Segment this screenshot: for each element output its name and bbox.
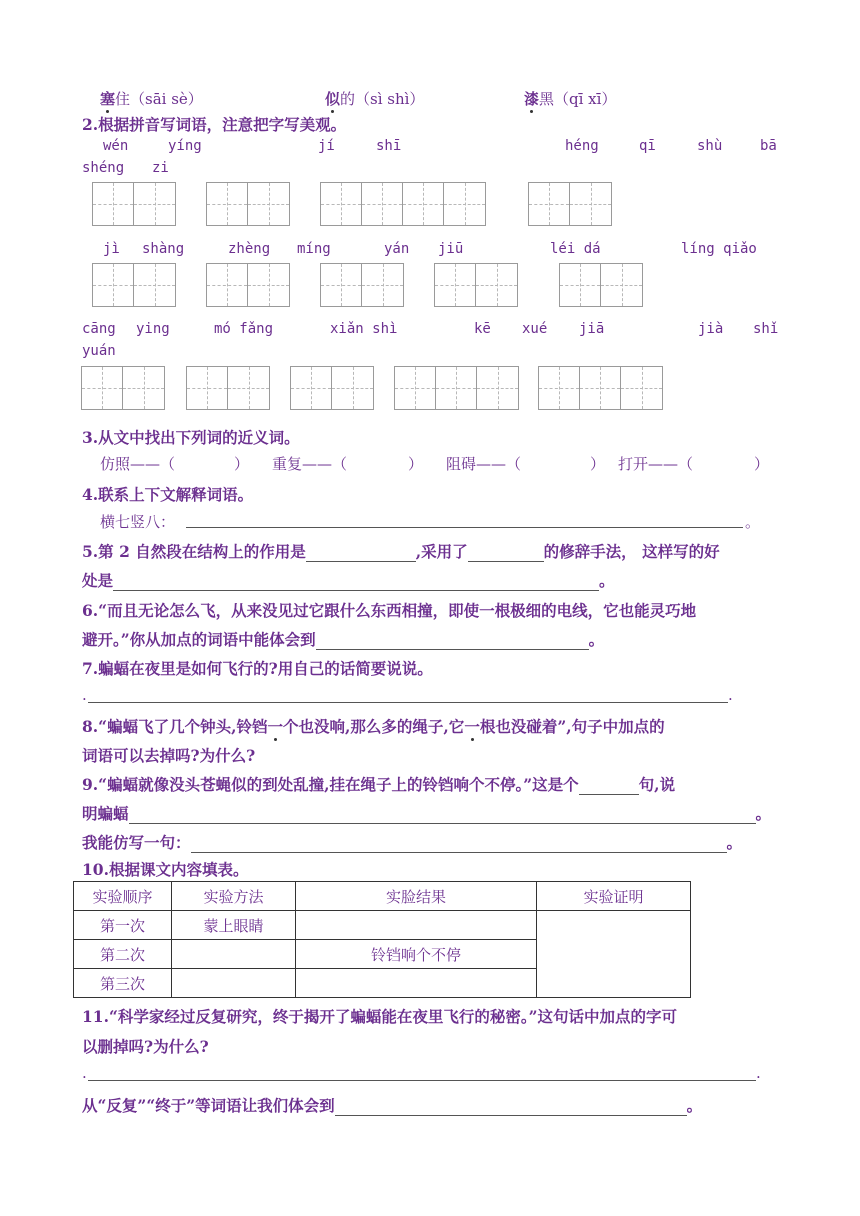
table-header: 实脸结果 — [296, 882, 537, 911]
answer-blank[interactable] — [468, 545, 544, 562]
table-header-row — [74, 882, 691, 911]
table-header: 实验方法 — [172, 882, 296, 911]
pinyin: jiā — [579, 321, 605, 337]
pinyin-item-2: 似的（sì shì） — [325, 90, 425, 108]
q7-dot-end: . — [728, 686, 733, 704]
answer-blank[interactable] — [306, 545, 416, 562]
pinyin: shù — [697, 138, 723, 154]
pinyin: yuán — [82, 343, 116, 359]
answer-blank[interactable] — [335, 1099, 687, 1116]
char-box-group[interactable] — [538, 366, 663, 410]
q7-dot-start: . — [82, 686, 87, 704]
char-box-group[interactable] — [206, 182, 290, 226]
char-box-group[interactable] — [320, 182, 486, 226]
pinyin: héng — [565, 138, 599, 154]
pinyin: yíng — [168, 138, 202, 154]
pinyin: jì — [103, 241, 120, 257]
char-box-group[interactable] — [81, 366, 165, 410]
pinyin: bā — [760, 138, 777, 154]
table-cell: 蒙上眼睛 — [172, 911, 296, 940]
q9-line3: 我能仿写一句： 。 — [82, 833, 743, 852]
pinyin: shǐ — [753, 321, 779, 337]
synonym-2-close: ） — [408, 455, 424, 473]
pinyin: yán — [384, 241, 410, 257]
answer-blank[interactable] — [191, 836, 727, 853]
pinyin: jià — [698, 321, 724, 337]
table-header: 实验证明 — [537, 882, 691, 911]
pinyin: zi — [152, 160, 169, 176]
table-cell: 第三次 — [74, 969, 172, 998]
pinyin: shī — [376, 138, 402, 154]
synonym-4-label: 打开——（ — [618, 455, 694, 473]
pinyin: xiǎn shì — [330, 321, 398, 337]
answer-line[interactable] — [88, 1080, 756, 1081]
pinyin: zhèng — [228, 241, 271, 257]
table-cell-proof[interactable] — [537, 911, 691, 998]
pinyin: míng — [297, 241, 331, 257]
table-cell: 铃铛响个不停 — [296, 940, 537, 969]
q4-title: 4.联系上下文解释词语。 — [82, 485, 254, 504]
table-cell: 第一次 — [74, 911, 172, 940]
table-cell[interactable] — [172, 969, 296, 998]
q6-line1: 6.“而且无论怎么飞，从来没见过它跟什么东西相撞，即使一根极细的电线，它也能灵巧地 — [82, 601, 697, 620]
q9-line2: 明蝙蝠 。 — [82, 804, 772, 823]
experiment-table — [73, 881, 691, 998]
q11-line2: 以删掉吗?为什么? — [82, 1037, 209, 1056]
answer-blank[interactable] — [579, 778, 639, 795]
pinyin: wén — [103, 138, 129, 154]
pinyin-item-1: 塞住（sāi sè） — [100, 90, 203, 108]
table-cell: 第二次 — [74, 940, 172, 969]
answer-blank[interactable] — [129, 807, 756, 824]
table-cell[interactable] — [296, 969, 537, 998]
table-header: 实验顺序 — [74, 882, 172, 911]
synonym-1-label: 仿照——（ — [100, 455, 176, 473]
q7-title: 7.蝙蝠在夜里是如何飞行的?用自己的话简要说说。 — [82, 659, 433, 678]
pinyin: shéng — [82, 160, 125, 176]
pinyin-item-3: 漆黑（qī xī） — [524, 90, 617, 108]
pinyin: kē — [474, 321, 491, 337]
char-box-group[interactable] — [290, 366, 374, 410]
table-cell[interactable] — [296, 911, 537, 940]
q2-title: 2.根据拼音写词语，注意把字写美观。 — [82, 115, 347, 134]
q9-line1: 9.“蝙蝠就像没头苍蝇似的到处乱撞,挂在绳子上的铃铛响个不停。”这是个 句,说 — [82, 775, 676, 794]
q4-label: 横七竖八： — [100, 513, 176, 531]
char-box-group[interactable] — [186, 366, 270, 410]
char-box-group[interactable] — [559, 263, 643, 307]
char-box-group[interactable] — [434, 263, 518, 307]
char-box-group[interactable] — [206, 263, 290, 307]
char-box-group[interactable] — [92, 182, 176, 226]
q11-line3: 从“反复”“终于”等词语让我们体会到 。 — [82, 1096, 703, 1115]
synonym-1-close: ） — [234, 455, 250, 473]
q5-line1: 5.第 2 自然段在结构上的作用是 ,采用了 的修辞手法， 这样写的好 — [82, 542, 720, 561]
synonym-3-close: ） — [590, 455, 606, 473]
answer-blank[interactable] — [316, 633, 589, 650]
pinyin: cāng — [82, 321, 116, 337]
char-box-group[interactable] — [394, 366, 519, 410]
pinyin: qī — [639, 138, 656, 154]
synonym-3-label: 阻碍——（ — [446, 455, 522, 473]
q11-dot-start: . — [82, 1064, 87, 1082]
q4-end: 。 — [745, 513, 761, 531]
table-cell[interactable] — [172, 940, 296, 969]
q5-line2: 处是 。 — [82, 571, 615, 590]
answer-line[interactable] — [88, 702, 728, 703]
synonym-4-close: ） — [754, 455, 770, 473]
char-box-group[interactable] — [320, 263, 404, 307]
table-row — [74, 911, 691, 940]
pinyin: ying — [136, 321, 170, 337]
q8-line2: 词语可以去掉吗?为什么? — [82, 746, 256, 765]
pinyin: jí — [318, 138, 335, 154]
char-box-group[interactable] — [528, 182, 612, 226]
q6-line2: 避开。”你从加点的词语中能体会到 。 — [82, 630, 605, 649]
pinyin: mó fǎng — [214, 321, 274, 337]
pinyin: jiū — [438, 241, 464, 257]
answer-blank[interactable] — [113, 574, 599, 591]
q11-line1: 11.“科学家经过反复研究，终于揭开了蝙蝠能在夜里飞行的秘密。”这句话中加点的字可 — [82, 1007, 678, 1026]
char-box-group[interactable] — [92, 263, 176, 307]
q10-title: 10.根据课文内容填表。 — [82, 860, 249, 879]
pinyin: líng qiǎo — [681, 241, 757, 257]
q3-title: 3.从文中找出下列词的近义词。 — [82, 428, 300, 447]
pinyin: léi dá — [550, 241, 601, 257]
pinyin: xué — [522, 321, 548, 337]
pinyin: shàng — [142, 241, 185, 257]
q8-line1: 8.“蝙蝠飞了几个钟头,铃铛一个也没响,那么多的绳子,它一根也没碰着”,句子中加点的 — [82, 717, 665, 736]
q11-dot-end: . — [756, 1064, 761, 1082]
synonym-2-label: 重复——（ — [272, 455, 348, 473]
answer-line[interactable] — [186, 527, 743, 528]
